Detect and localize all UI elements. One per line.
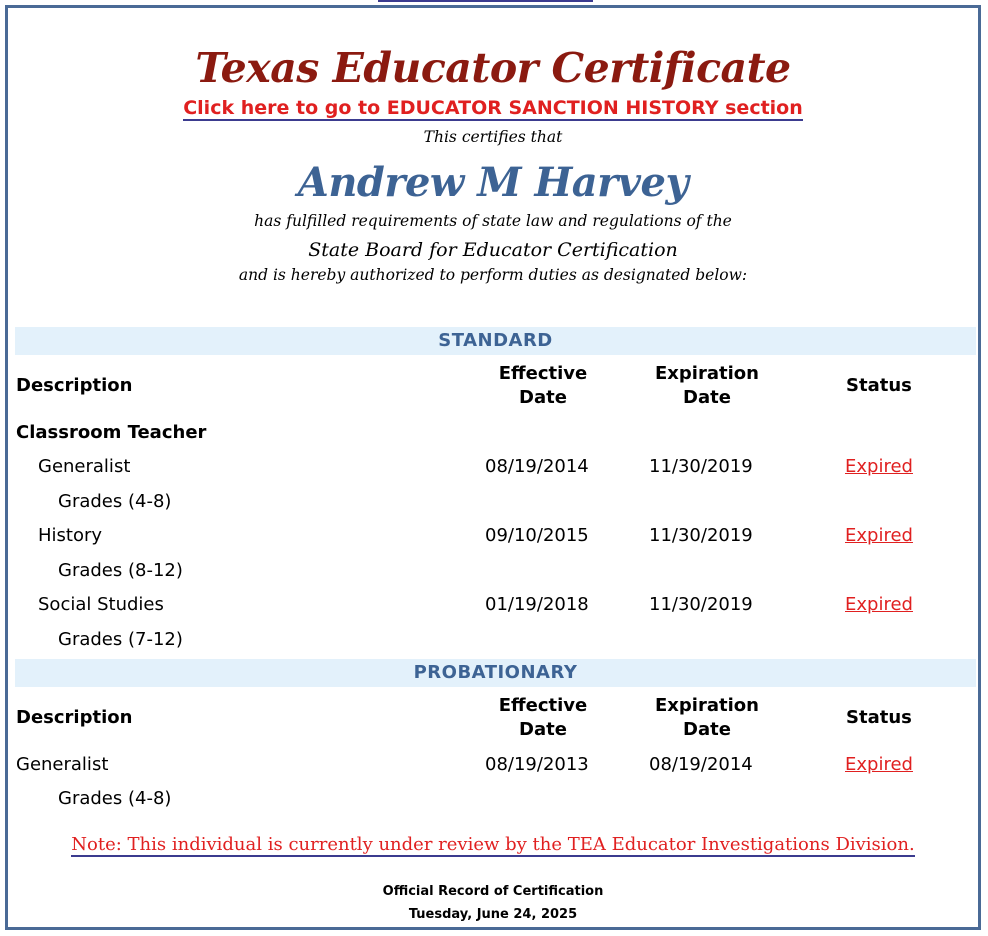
grade-range: Grades (4-8): [58, 788, 172, 809]
effective-header-line1: Effective: [498, 363, 588, 384]
subject-name: Generalist: [16, 754, 109, 775]
status-expired-link[interactable]: Expired: [845, 456, 913, 477]
investigation-note-link[interactable]: Note: This individual is currently under review by the TEA Educator Investigations Division.: [71, 834, 915, 855]
grade-range: Grades (4-8): [58, 491, 172, 512]
description-column-header: Description: [16, 707, 133, 728]
board-text: State Board for Educator Certification: [308, 239, 678, 261]
expiration-date: 08/19/2014: [649, 754, 753, 775]
expiration-date-column-header: [642, 362, 772, 410]
authorized-text: and is hereby authorized to perform duties as designated below:: [238, 266, 748, 284]
sanction-history-link[interactable]: Click here to go to EDUCATOR SANCTION HISTORY section: [183, 97, 803, 119]
classroom-teacher-group: Classroom Teacher: [16, 422, 207, 443]
expiration-date: 11/30/2019: [649, 594, 753, 615]
subject-name: History: [38, 525, 103, 546]
official-record-label: Official Record of Certification: [382, 884, 604, 899]
effective-date: 09/10/2015: [485, 525, 589, 546]
fulfilled-text: has fulfilled requirements of state law and regulations of the: [254, 212, 732, 230]
grade-range: Grades (7-12): [58, 629, 183, 650]
expiration-header-line2: Date: [683, 387, 731, 408]
standard-section-header: STANDARD: [15, 327, 976, 355]
expiration-header-line1: Expiration: [655, 363, 759, 384]
probationary-section-header: PROBATIONARY: [15, 659, 976, 687]
effective-date: 01/19/2018: [485, 594, 589, 615]
certificate-title: Texas Educator Certificate: [195, 44, 791, 92]
effective-header-line2: Date: [519, 387, 567, 408]
status-column-header: Status: [846, 375, 912, 396]
top-tab-decoration: [378, 0, 593, 2]
certifies-text: This certifies that: [423, 128, 563, 146]
status-expired-link[interactable]: Expired: [845, 525, 913, 546]
effective-date-column-header: [478, 362, 608, 410]
certificate-frame: [5, 5, 981, 930]
grade-range: Grades (8-12): [58, 560, 183, 581]
expiration-date-column-header: [642, 694, 772, 742]
effective-header-line2: Date: [519, 719, 567, 740]
expiration-header-line2: Date: [683, 719, 731, 740]
effective-date: 08/19/2014: [485, 456, 589, 477]
status-expired-link[interactable]: Expired: [845, 754, 913, 775]
subject-name: Generalist: [38, 456, 131, 477]
status-column-header: Status: [846, 707, 912, 728]
sanction-link-wrapper: [8, 97, 978, 121]
status-expired-link[interactable]: Expired: [845, 594, 913, 615]
expiration-date: 11/30/2019: [649, 456, 753, 477]
effective-header-line1: Effective: [498, 695, 588, 716]
expiration-date: 11/30/2019: [649, 525, 753, 546]
record-date: Tuesday, June 24, 2025: [408, 907, 578, 922]
effective-date: 08/19/2013: [485, 754, 589, 775]
effective-date-column-header: [478, 694, 608, 742]
description-column-header: Description: [16, 375, 133, 396]
investigation-note: [8, 834, 978, 855]
expiration-header-line1: Expiration: [655, 695, 759, 716]
subject-name: Social Studies: [38, 594, 164, 615]
educator-name: Andrew M Harvey: [297, 159, 689, 206]
